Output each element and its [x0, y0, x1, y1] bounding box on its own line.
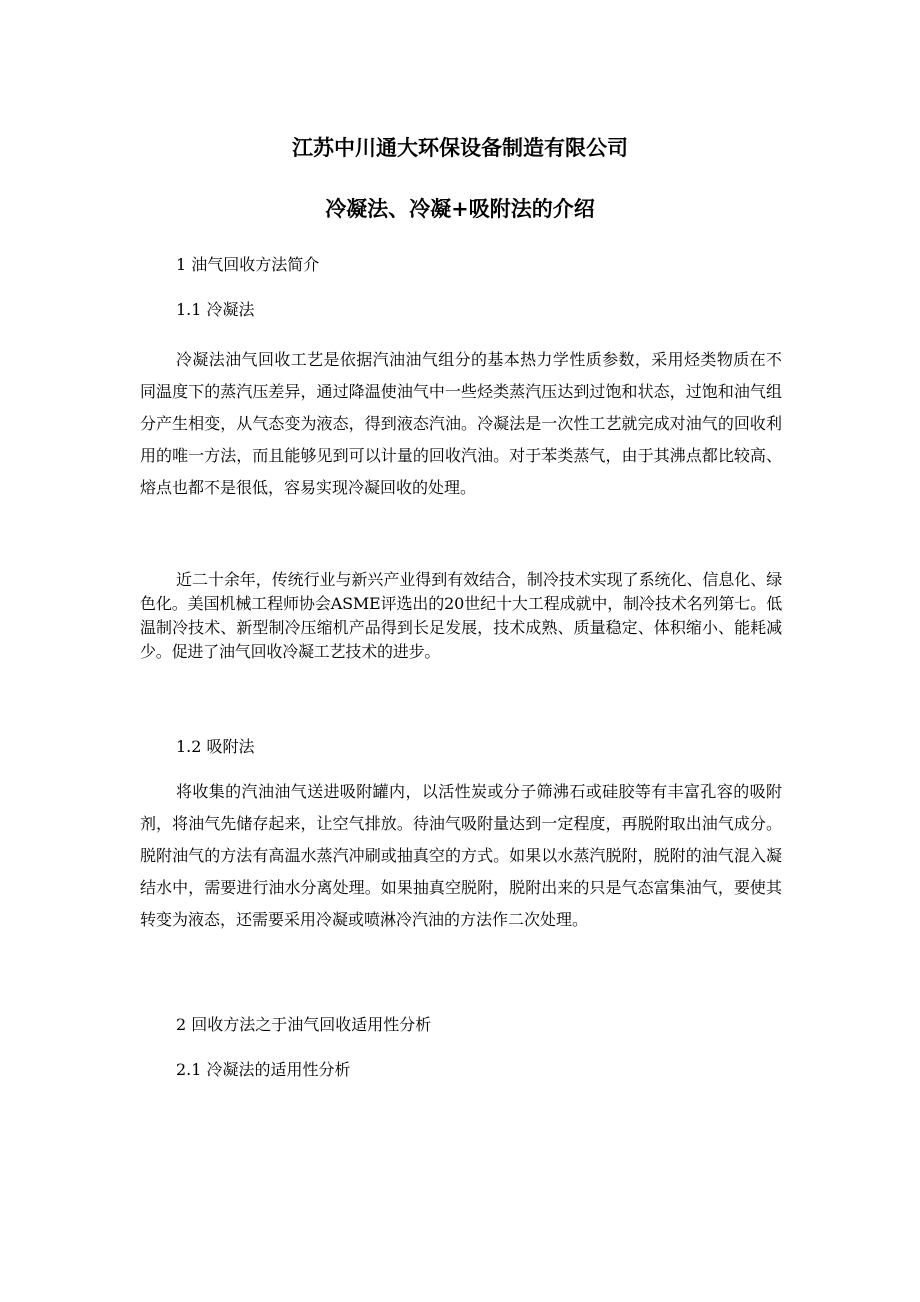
- paragraph-refrigeration-development: 近二十余年，传统行业与新兴产业得到有效结合，制冷技术实现了系统化、信息化、绿色化。美国机械工程师协会ASME评选出的20世纪十大工程成就中，制冷技术名列第七。低温制冷技术、新型制冷压缩机产品得到长足发展，技术成熟、质量稳定、体积缩小、能耗减少。促进了油气回收冷凝工艺技术的进步。: [140, 570, 782, 661]
- paragraph-condensation-method: 冷凝法油气回收工艺是依据汽油油气组分的基本热力学性质参数，采用烃类物质在不同温度下的蒸汽压差异，通过降温使油气中一些烃类蒸汽压达到过饱和状态，过饱和油气组分产生相变，从气态变为液态，得到液态汽油。冷凝法是一次性工艺就完成对油气的回收利用的唯一方法，而且能够见到可以计量的回收汽油。对于苯类蒸气，由于其沸点都比较高、熔点也都不是很低，容易实现冷凝回收的处理。: [140, 350, 782, 497]
- section-heading-1: 1 油气回收方法简介: [176, 255, 320, 274]
- paragraph-adsorption-method: 将收集的汽油油气送进吸附罐内，以活性炭或分子筛沸石或硅胶等有丰富孔容的吸附剂，将油气先储存起来，让空气排放。待油气吸附量达到一定程度，再脱附取出油气成分。脱附油气的方法有高温水蒸汽冲刷或抽真空的方式。如果以水蒸汽脱附，脱附的油气混入凝结水中，需要进行油水分离处理。如果抽真空脱附，脱附出来的只是气态富集油气，要使其转变为液态，还需要采用冷凝或喷淋冷汽油的方法作二次处理。: [140, 782, 782, 929]
- document-title: 冷凝法、冷凝+吸附法的介绍: [325, 196, 595, 221]
- section-heading-1-2: 1.2 吸附法: [176, 737, 255, 756]
- section-heading-2-1: 2.1 冷凝法的适用性分析: [176, 1060, 351, 1079]
- company-title: 江苏中川通大环保设备制造有限公司: [292, 135, 628, 160]
- section-heading-2: 2 回收方法之于油气回收适用性分析: [176, 1015, 432, 1034]
- section-heading-1-1: 1.1 冷凝法: [176, 300, 255, 319]
